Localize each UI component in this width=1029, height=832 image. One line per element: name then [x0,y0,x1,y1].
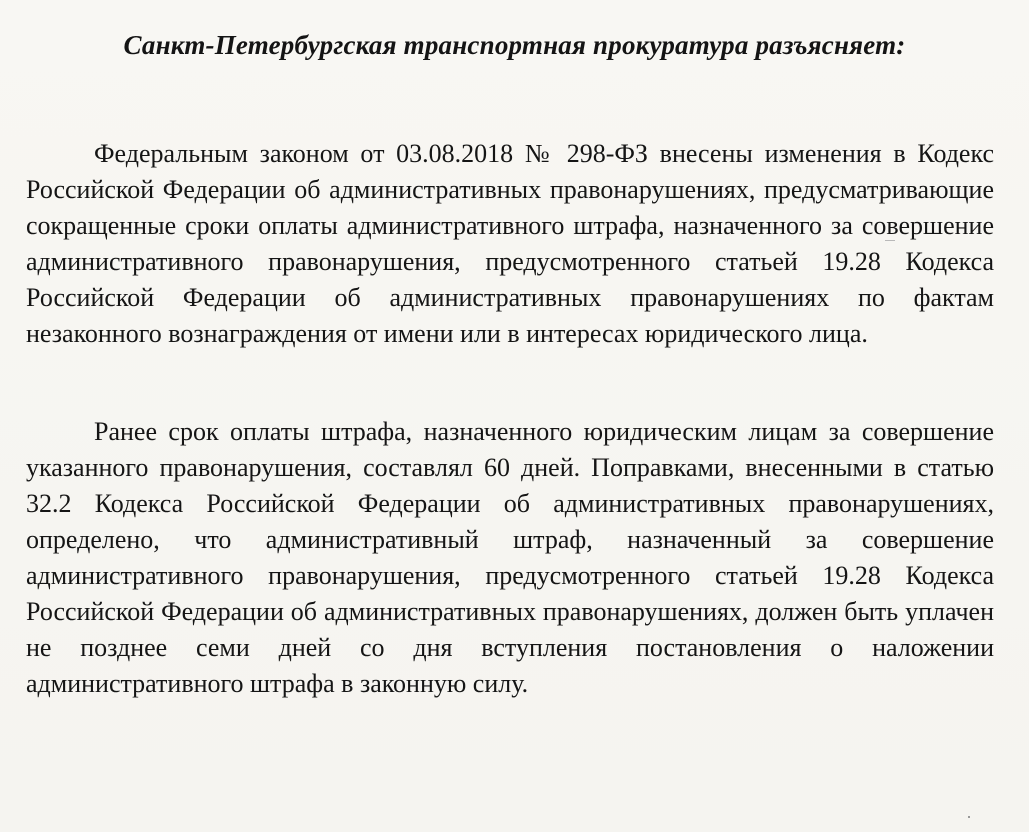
paragraph-1: Федеральным законом от 03.08.2018 № 298-ФЗ внесены изменения в Кодекс Российской Федерации об административных правонарушениях, предусматривающие сокращенные сроки оплаты административного штрафа, назначенного за совершение административного правонарушения, предусмотренного статьей 19.28 Кодекса Российской Федерации об административных правонарушениях по фактам незаконного вознаграждения от имени или в интересах юридического лица. [26,139,994,348]
scan-speck [968,816,970,818]
document-heading: Санкт-Петербургская транспортная прокуратура разъясняет: [123,30,906,60]
scan-speck [885,240,895,241]
paragraph-2: Ранее срок оплаты штрафа, назначенного юридическим лицам за совершение указанного правонарушения, составлял 60 дней. Поправками, внесенными в статью 32.2 Кодекса Российской Федерации об административных правонарушениях, определено, что административный штраф, назначенный за совершение административного правонарушения, предусмотренного статьей 19.28 Кодекса Российской Федерации об административных правонарушениях, должен быть уплачен не позднее семи дней со дня вступления постановления о наложении административного штрафа в законную силу. [26,417,994,698]
